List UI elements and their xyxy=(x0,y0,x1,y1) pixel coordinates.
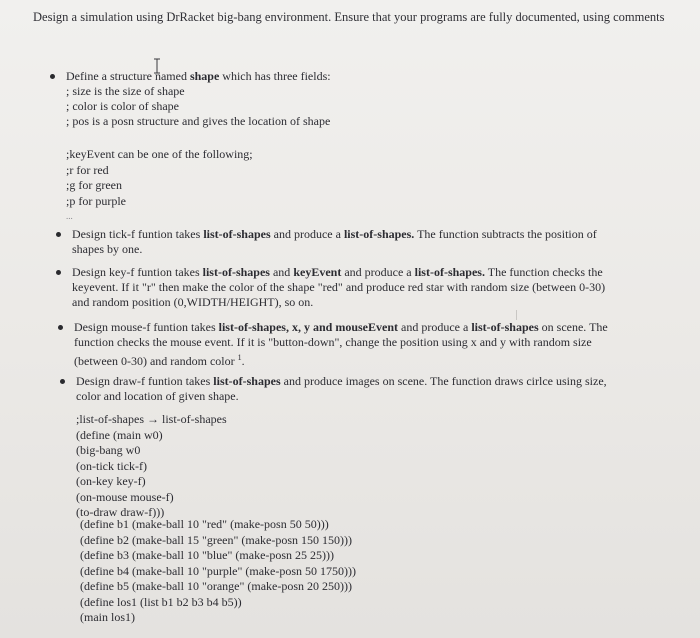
key-event-line: ... xyxy=(66,211,73,221)
text-cursor-icon xyxy=(152,58,162,74)
main-function-code xyxy=(76,412,227,521)
bullet-dot xyxy=(56,270,61,275)
code-line: (define b5 (make-ball 10 "orange" (make-posn 20 250))) xyxy=(80,579,353,593)
draw-function-item: Design draw-f funtion takes list-of-shapes and produce images on scene. The function draws cirlce using size, color and location of given shape. xyxy=(76,374,616,404)
code-line: (define b4 (make-ball 10 "purple" (make-posn 50 1750))) xyxy=(80,563,357,578)
code-line: (big-bang w0 xyxy=(76,443,141,457)
footnote-marker: 1 xyxy=(237,353,242,362)
code-line: (define los1 (list b1 b2 b3 b4 b5)) xyxy=(80,594,242,609)
code-line: (define b2 (make-ball 15 "green" (make-posn 150 150))) xyxy=(80,532,353,547)
key-event-line: ;r for red xyxy=(66,162,109,177)
code-line: (define (main w0) xyxy=(76,427,163,442)
code-line: (on-tick tick-f) xyxy=(76,458,147,473)
key-event-line: ;keyEvent can be one of the following; xyxy=(66,147,253,161)
shape-field-color: ; color is color of shape xyxy=(66,99,179,113)
key-event-line: ;p for purple xyxy=(66,193,126,208)
key-function-item: Design key-f funtion takes list-of-shapes and keyEvent and produce a list-of-shapes. The function checks the keyevent. If it "r" then make the color of the shape "red" and produce red star with random size (between 0-30) and random position (0,WIDTH/HEIGHT), so on. xyxy=(72,265,612,310)
mouse-function-item: Design mouse-f funtion takes list-of-shapes, x, y and mouseEvent and produce a list-of-shapes on scene. The function checks the mouse event. If it is "button-down", change the position using x and y with random size (between 0-30) and random color $^1$. xyxy=(74,320,614,369)
bullet-dot xyxy=(56,232,61,237)
code-line: (define b3 (make-ball 10 "blue" (make-posn 25 25))) xyxy=(80,548,335,562)
shape-field-size: ; size is the size of shape xyxy=(66,84,185,98)
intro-text: Design a simulation using DrRacket big-bang environment. Ensure that your programs are fully documented, using comments xyxy=(33,10,665,24)
code-line: (to-draw draw-f))) xyxy=(76,505,165,519)
code-line: (on-mouse mouse-f) xyxy=(76,489,174,504)
bullet-dot xyxy=(50,74,55,79)
shape-field-pos: ; pos is a posn structure and gives the location of shape xyxy=(66,114,331,128)
key-event-line: ;g for green xyxy=(66,178,122,192)
shape-struct-item xyxy=(66,69,666,129)
key-event-comment xyxy=(66,147,253,225)
code-line: (on-key key-f) xyxy=(76,474,146,488)
code-line: (define b1 (make-ball 10 "red" (make-posn 50 50))) xyxy=(80,517,329,531)
ball-definitions-code xyxy=(80,517,356,626)
scan-mark xyxy=(516,310,517,320)
code-line: (main los1) xyxy=(80,610,135,624)
bullet-dot xyxy=(58,325,63,330)
bullet-dot xyxy=(60,379,65,384)
code-line: ;list-of-shapes → list-of-shapes xyxy=(76,412,227,426)
shape-struct-heading: Define a structure named shape which has three fields: xyxy=(66,69,331,83)
tick-function-item: Design tick-f funtion takes list-of-shapes and produce a list-of-shapes. The function subtracts the position of shapes by one. xyxy=(72,227,612,257)
